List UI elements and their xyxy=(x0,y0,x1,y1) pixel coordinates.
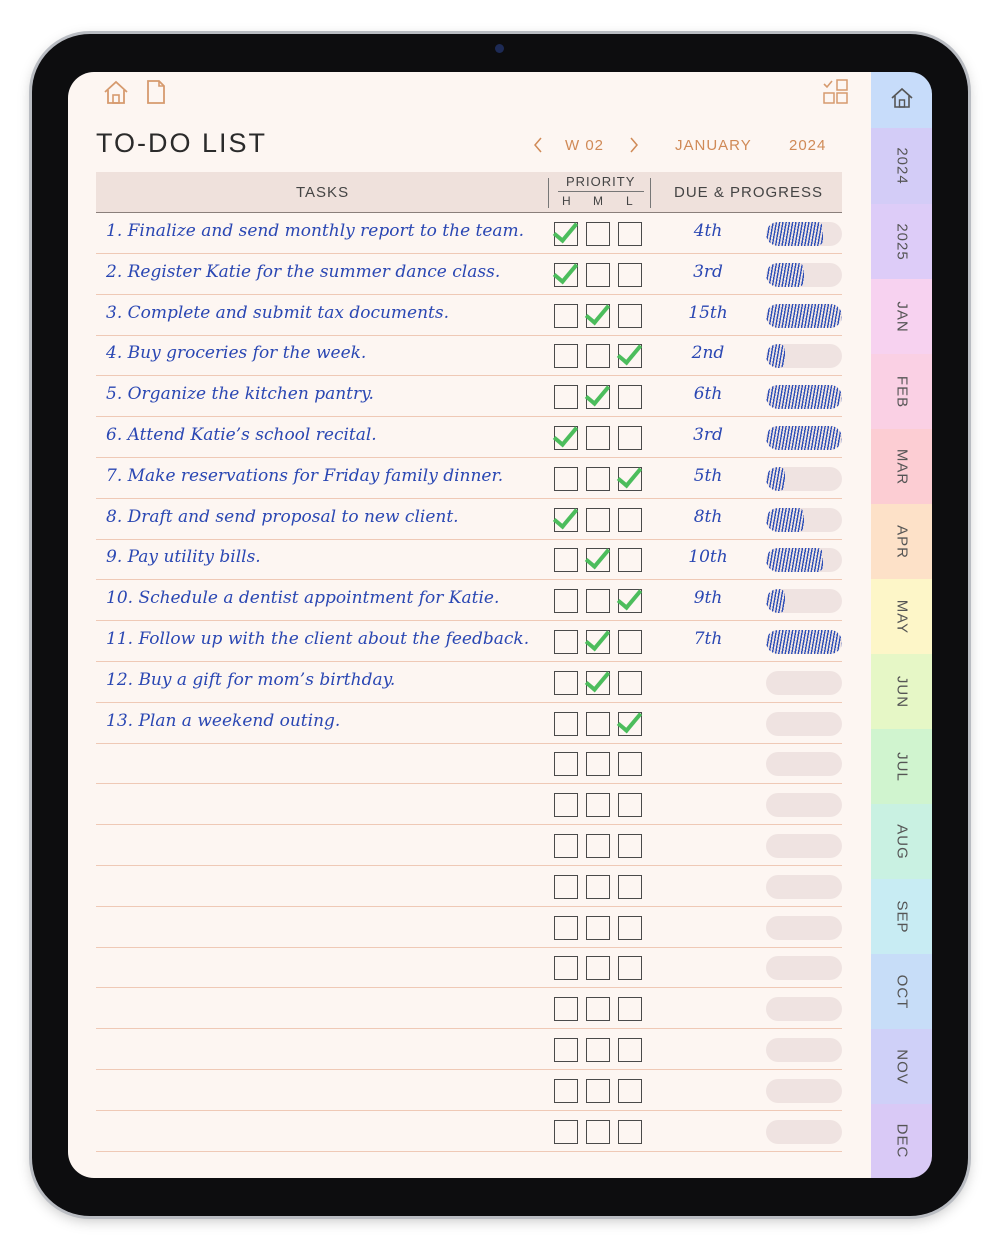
due-date[interactable]: 2nd xyxy=(691,343,725,364)
task-text[interactable]: 7. Make reservations for Friday family dinner. xyxy=(106,465,504,486)
task-row xyxy=(96,907,842,948)
priority-l-checkbox[interactable] xyxy=(618,304,642,328)
tab-label: JUN xyxy=(893,675,910,708)
priority-m-checkbox[interactable] xyxy=(586,1120,610,1144)
task-text[interactable]: 3. Complete and submit tax documents. xyxy=(106,302,450,323)
task-row xyxy=(96,1029,842,1070)
tab-2024[interactable] xyxy=(871,128,932,204)
priority-l-checkbox[interactable] xyxy=(618,589,642,613)
priority-l-checkbox[interactable] xyxy=(618,956,642,980)
task-row xyxy=(96,539,842,580)
tab-label: MAR xyxy=(893,448,910,485)
task-row xyxy=(96,254,842,295)
progress-bar[interactable] xyxy=(766,630,842,654)
priority-m-checkbox[interactable] xyxy=(586,671,610,695)
priority-h-checkbox[interactable] xyxy=(554,671,578,695)
progress-fill xyxy=(766,263,804,287)
tab-oct[interactable] xyxy=(871,954,932,1029)
task-text[interactable]: 4. Buy groceries for the week. xyxy=(106,343,367,364)
priority-m-checkbox[interactable] xyxy=(586,793,610,817)
header-divider xyxy=(650,178,651,208)
progress-fill xyxy=(766,426,842,450)
tab-nov[interactable] xyxy=(871,1029,932,1104)
tab-sep[interactable] xyxy=(871,879,932,954)
task-text[interactable]: 10. Schedule a dentist appointment for Katie. xyxy=(106,588,500,609)
week-label[interactable]: W 02 xyxy=(565,137,605,154)
priority-m-checkbox[interactable] xyxy=(586,467,610,491)
priority-h-checkbox[interactable] xyxy=(554,793,578,817)
task-row xyxy=(96,988,842,1029)
tab-jul[interactable] xyxy=(871,729,932,804)
progress-bar[interactable] xyxy=(766,426,842,450)
task-text[interactable]: 13. Plan a weekend outing. xyxy=(106,710,341,731)
progress-fill xyxy=(766,467,785,491)
priority-l-checkbox[interactable] xyxy=(618,222,642,246)
task-row xyxy=(96,662,842,703)
priority-m-checkbox[interactable] xyxy=(586,834,610,858)
progress-bar[interactable] xyxy=(766,875,842,899)
progress-fill xyxy=(766,630,842,654)
tab-home[interactable] xyxy=(871,72,932,128)
progress-bar[interactable] xyxy=(766,589,842,613)
tab-feb[interactable] xyxy=(871,354,932,429)
priority-h-checkbox[interactable] xyxy=(554,997,578,1021)
planner-screen xyxy=(68,72,932,1178)
progress-bar[interactable] xyxy=(766,508,842,532)
due-date[interactable]: 4th xyxy=(693,221,723,241)
progress-bar[interactable] xyxy=(766,712,842,736)
priority-h-checkbox[interactable] xyxy=(554,712,578,736)
home-icon[interactable] xyxy=(102,78,130,110)
progress-bar[interactable] xyxy=(766,793,842,817)
tab-mar[interactable] xyxy=(871,429,932,504)
task-text[interactable]: 2. Register Katie for the summer dance class. xyxy=(106,261,501,282)
priority-m-checkbox[interactable] xyxy=(586,1038,610,1062)
due-date[interactable]: 9th xyxy=(693,588,723,609)
priority-m-header: M xyxy=(593,194,603,208)
document-icon[interactable] xyxy=(144,78,168,110)
chevron-left-icon[interactable] xyxy=(532,136,544,158)
progress-fill xyxy=(766,344,785,368)
progress-bar[interactable] xyxy=(766,385,842,409)
due-date[interactable]: 6th xyxy=(693,384,723,405)
task-text[interactable]: 1. Finalize and send monthly report to the team. xyxy=(106,221,525,241)
priority-m-checkbox[interactable] xyxy=(586,997,610,1021)
priority-l-checkbox[interactable] xyxy=(618,630,642,654)
progress-fill xyxy=(766,222,823,246)
priority-m-checkbox[interactable] xyxy=(586,630,610,654)
tab-label: JAN xyxy=(893,300,910,333)
due-date[interactable]: 15th xyxy=(688,302,728,323)
due-date[interactable]: 5th xyxy=(693,465,723,486)
tab-label: 2024 xyxy=(893,147,910,185)
priority-l-checkbox[interactable] xyxy=(618,1038,642,1062)
priority-m-checkbox[interactable] xyxy=(586,426,610,450)
tab-jan[interactable] xyxy=(871,279,932,354)
progress-bar[interactable] xyxy=(766,1079,842,1103)
priority-l-checkbox[interactable] xyxy=(618,467,642,491)
due-date[interactable]: 3rd xyxy=(693,425,723,445)
due-date[interactable]: 7th xyxy=(693,629,723,649)
progress-fill xyxy=(766,508,804,532)
tab-dec[interactable] xyxy=(871,1104,932,1178)
priority-l-checkbox[interactable] xyxy=(618,344,642,368)
priority-h-checkbox[interactable] xyxy=(554,426,578,450)
priority-l-checkbox[interactable] xyxy=(618,263,642,287)
priority-h-checkbox[interactable] xyxy=(554,916,578,940)
priority-h-checkbox[interactable] xyxy=(554,875,578,899)
tab-label: JUL xyxy=(893,751,910,782)
task-text[interactable]: 11. Follow up with the client about the feedback. xyxy=(106,629,530,649)
priority-h-checkbox[interactable] xyxy=(554,548,578,572)
priority-m-checkbox[interactable] xyxy=(586,222,610,246)
home-icon xyxy=(890,86,914,114)
priority-h-checkbox[interactable] xyxy=(554,752,578,776)
priority-l-checkbox[interactable] xyxy=(618,385,642,409)
progress-bar[interactable] xyxy=(766,752,842,776)
task-row xyxy=(96,947,842,988)
task-text[interactable]: 6. Attend Katie’s school recital. xyxy=(106,425,377,445)
task-row xyxy=(96,1070,842,1111)
priority-m-checkbox[interactable] xyxy=(586,916,610,940)
priority-l-checkbox[interactable] xyxy=(618,916,642,940)
year-label[interactable]: 2024 xyxy=(789,137,827,154)
priority-m-checkbox[interactable] xyxy=(586,508,610,532)
priority-h-checkbox[interactable] xyxy=(554,1120,578,1144)
priority-m-checkbox[interactable] xyxy=(586,344,610,368)
priority-m-checkbox[interactable] xyxy=(586,1079,610,1103)
progress-bar[interactable] xyxy=(766,1120,842,1144)
priority-m-checkbox[interactable] xyxy=(586,385,610,409)
chevron-right-icon[interactable] xyxy=(628,136,640,158)
task-text[interactable]: 9. Pay utility bills. xyxy=(106,547,261,568)
priority-header: PRIORITY xyxy=(566,174,636,189)
priority-h-checkbox[interactable] xyxy=(554,630,578,654)
priority-m-checkbox[interactable] xyxy=(586,263,610,287)
priority-l-checkbox[interactable] xyxy=(618,997,642,1021)
priority-l-checkbox[interactable] xyxy=(618,508,642,532)
task-row xyxy=(96,580,842,621)
progress-fill xyxy=(766,548,823,572)
tab-may[interactable] xyxy=(871,579,932,654)
priority-l-checkbox[interactable] xyxy=(618,548,642,572)
task-row xyxy=(96,376,842,417)
priority-h-header: H xyxy=(562,194,571,208)
priority-l-checkbox[interactable] xyxy=(618,1120,642,1144)
task-row xyxy=(96,621,842,662)
priority-m-checkbox[interactable] xyxy=(586,956,610,980)
priority-l-checkbox[interactable] xyxy=(618,752,642,776)
task-row xyxy=(96,784,842,825)
task-row xyxy=(96,743,842,784)
progress-bar[interactable] xyxy=(766,671,842,695)
task-row xyxy=(96,295,842,336)
priority-h-checkbox[interactable] xyxy=(554,956,578,980)
priority-h-checkbox[interactable] xyxy=(554,385,578,409)
tab-label: AUG xyxy=(893,823,910,860)
priority-m-checkbox[interactable] xyxy=(586,752,610,776)
task-row xyxy=(96,213,842,254)
tab-aug[interactable] xyxy=(871,804,932,879)
priority-h-checkbox[interactable] xyxy=(554,344,578,368)
priority-h-checkbox[interactable] xyxy=(554,304,578,328)
progress-bar[interactable] xyxy=(766,997,842,1021)
due-date[interactable]: 10th xyxy=(688,547,728,568)
priority-underline xyxy=(558,191,644,192)
priority-l-checkbox[interactable] xyxy=(618,426,642,450)
task-text[interactable]: 5. Organize the kitchen pantry. xyxy=(106,384,374,405)
priority-h-checkbox[interactable] xyxy=(554,467,578,491)
progress-bar[interactable] xyxy=(766,467,842,491)
checklist-grid-icon[interactable] xyxy=(822,78,850,110)
progress-bar[interactable] xyxy=(766,263,842,287)
task-row xyxy=(96,335,842,376)
priority-l-header: L xyxy=(626,194,633,208)
tab-label: NOV xyxy=(893,1048,910,1085)
progress-bar[interactable] xyxy=(766,956,842,980)
task-row xyxy=(96,1111,842,1152)
progress-bar[interactable] xyxy=(766,222,842,246)
priority-h-checkbox[interactable] xyxy=(554,222,578,246)
task-row xyxy=(96,499,842,540)
progress-fill xyxy=(766,304,842,328)
priority-m-checkbox[interactable] xyxy=(586,548,610,572)
progress-bar[interactable] xyxy=(766,916,842,940)
priority-h-checkbox[interactable] xyxy=(554,834,578,858)
priority-h-checkbox[interactable] xyxy=(554,589,578,613)
priority-h-checkbox[interactable] xyxy=(554,508,578,532)
due-date[interactable]: 3rd xyxy=(693,261,723,282)
month-label[interactable]: JANUARY xyxy=(675,137,752,154)
table-header xyxy=(96,172,842,213)
priority-l-checkbox[interactable] xyxy=(618,875,642,899)
tab-label: DEC xyxy=(893,1123,910,1159)
progress-fill xyxy=(766,589,785,613)
task-row xyxy=(96,825,842,866)
priority-m-checkbox[interactable] xyxy=(586,304,610,328)
task-text[interactable]: 12. Buy a gift for mom’s birthday. xyxy=(106,669,396,690)
tab-2025[interactable] xyxy=(871,204,932,279)
tab-label: SEP xyxy=(893,899,910,934)
tab-label: APR xyxy=(893,524,910,559)
tab-label: OCT xyxy=(893,974,910,1009)
tab-label: FEB xyxy=(893,375,910,408)
priority-h-checkbox[interactable] xyxy=(554,1079,578,1103)
due-date[interactable]: 8th xyxy=(693,506,723,527)
task-row xyxy=(96,866,842,907)
priority-l-checkbox[interactable] xyxy=(618,712,642,736)
priority-m-checkbox[interactable] xyxy=(586,875,610,899)
front-camera xyxy=(495,44,504,53)
tab-jun[interactable] xyxy=(871,654,932,729)
progress-bar[interactable] xyxy=(766,548,842,572)
task-row xyxy=(96,417,842,458)
priority-m-checkbox[interactable] xyxy=(586,712,610,736)
progress-bar[interactable] xyxy=(766,1038,842,1062)
priority-m-checkbox[interactable] xyxy=(586,589,610,613)
tab-label: 2025 xyxy=(893,222,910,261)
progress-bar[interactable] xyxy=(766,834,842,858)
task-row xyxy=(96,703,842,744)
progress-bar[interactable] xyxy=(766,344,842,368)
header-divider xyxy=(548,178,549,208)
priority-l-checkbox[interactable] xyxy=(618,834,642,858)
task-row xyxy=(96,458,842,499)
tab-label: MAY xyxy=(893,599,910,634)
priority-h-checkbox[interactable] xyxy=(554,1038,578,1062)
progress-fill xyxy=(766,385,842,409)
tasks-header: TASKS xyxy=(296,184,350,201)
priority-l-checkbox[interactable] xyxy=(618,1079,642,1103)
priority-h-checkbox[interactable] xyxy=(554,263,578,287)
due-progress-header: DUE & PROGRESS xyxy=(674,184,824,201)
priority-l-checkbox[interactable] xyxy=(618,671,642,695)
priority-l-checkbox[interactable] xyxy=(618,793,642,817)
task-text[interactable]: 8. Draft and send proposal to new client. xyxy=(106,506,459,527)
progress-bar[interactable] xyxy=(766,304,842,328)
page-title: TO-DO LIST xyxy=(96,128,268,158)
tab-apr[interactable] xyxy=(871,504,932,579)
